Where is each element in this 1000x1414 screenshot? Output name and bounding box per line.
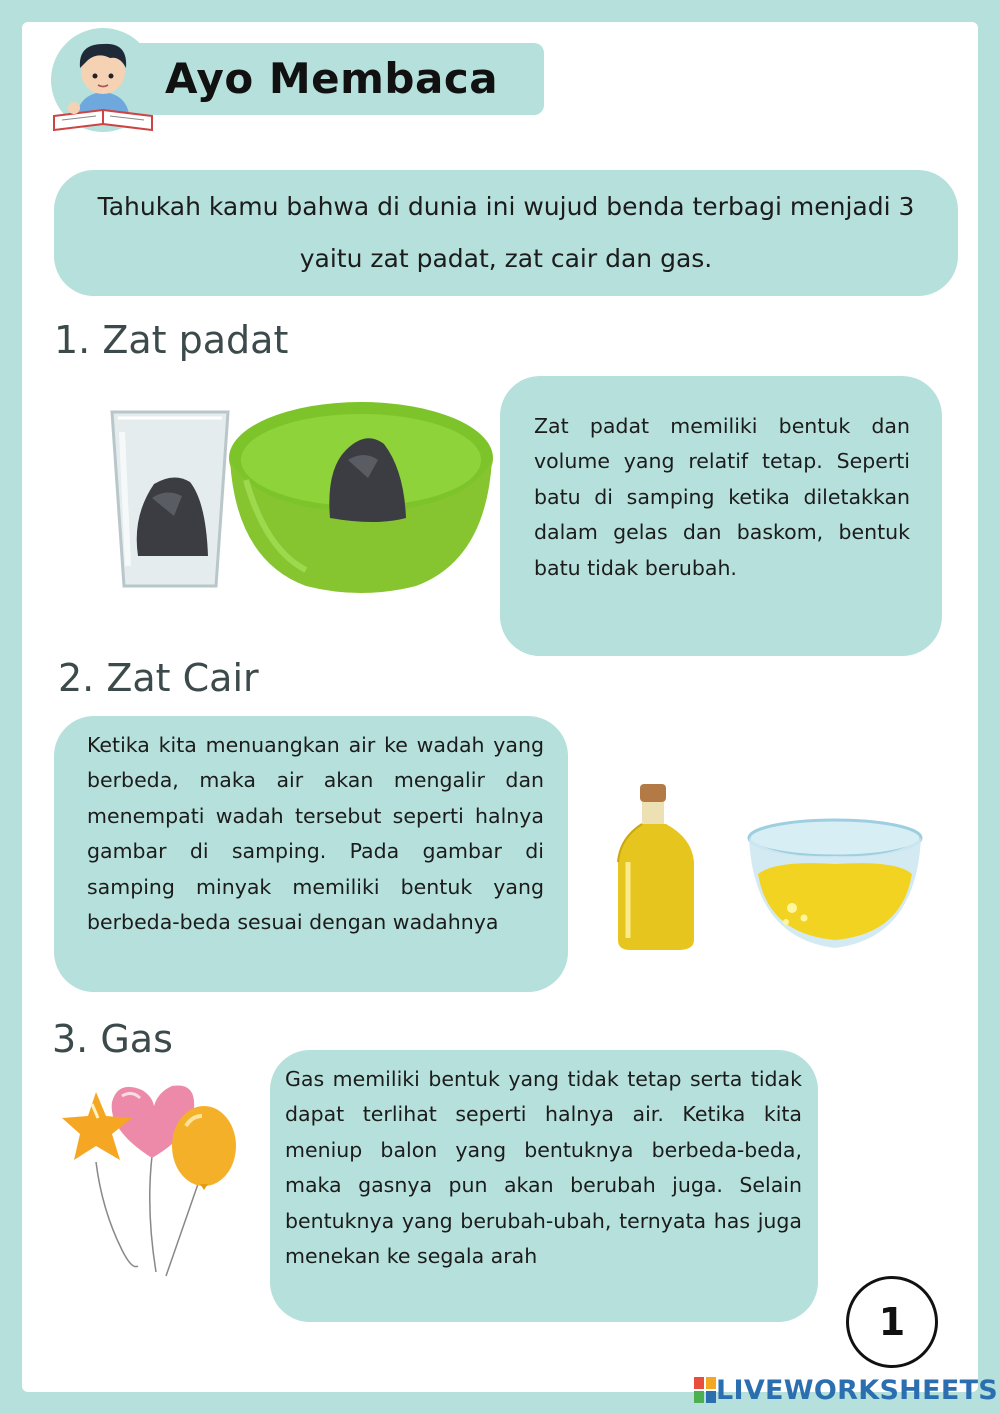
gas-text: Gas memiliki bentuk yang tidak tetap serta tidak dapat terlihat seperti halnya air. Ketika kita meniup balon yang bentuknya berbeda-beda, maka gasnya pun akan berubah juga. Selain bentuknya yang berubah-ubah, ternyata has juga menekan ke segala arah xyxy=(285,1067,802,1269)
balloons-icon xyxy=(62,1080,242,1284)
page-number: 1 xyxy=(878,1300,906,1344)
liveworksheets-logo-icon xyxy=(694,1377,716,1403)
footer-brand: LIVEWORKSHEETS xyxy=(716,1374,999,1406)
heading-gas: 3. Gas xyxy=(52,1017,173,1061)
zat-padat-text: Zat padat memiliki bentuk dan volume yang relatif tetap. Seperti batu di samping ketika diletakkan dalam gelas dan baskom, bentuk batu tidak berubah. xyxy=(534,414,910,580)
intro-text: Tahukah kamu bahwa di dunia ini wujud benda terbagi menjadi 3 yaitu zat padat, zat cair dan gas. xyxy=(97,192,915,273)
heading-zat-padat: 1. Zat padat xyxy=(54,318,289,362)
reading-boy-icon xyxy=(48,24,158,136)
page-title: Ayo Membaca xyxy=(165,54,499,103)
glass-with-rock-icon xyxy=(108,406,232,596)
basin-with-rock-icon xyxy=(226,400,496,604)
page-number-badge xyxy=(846,1276,938,1368)
zat-cair-text: Ketika kita menuangkan air ke wadah yang berbeda, maka air akan mengalir dan menempati wadah tersebut seperti halnya gambar di samping. Pada gambar di samping minyak memiliki bentuk yang berbeda-beda sesuai dengan wadahnya xyxy=(87,733,544,935)
heading-zat-cair: 2. Zat Cair xyxy=(58,656,259,700)
oil-bowl-icon xyxy=(746,818,924,956)
oil-bottle-icon xyxy=(608,782,704,956)
liveworksheets-logo xyxy=(694,1372,998,1408)
intro-box xyxy=(54,170,958,296)
